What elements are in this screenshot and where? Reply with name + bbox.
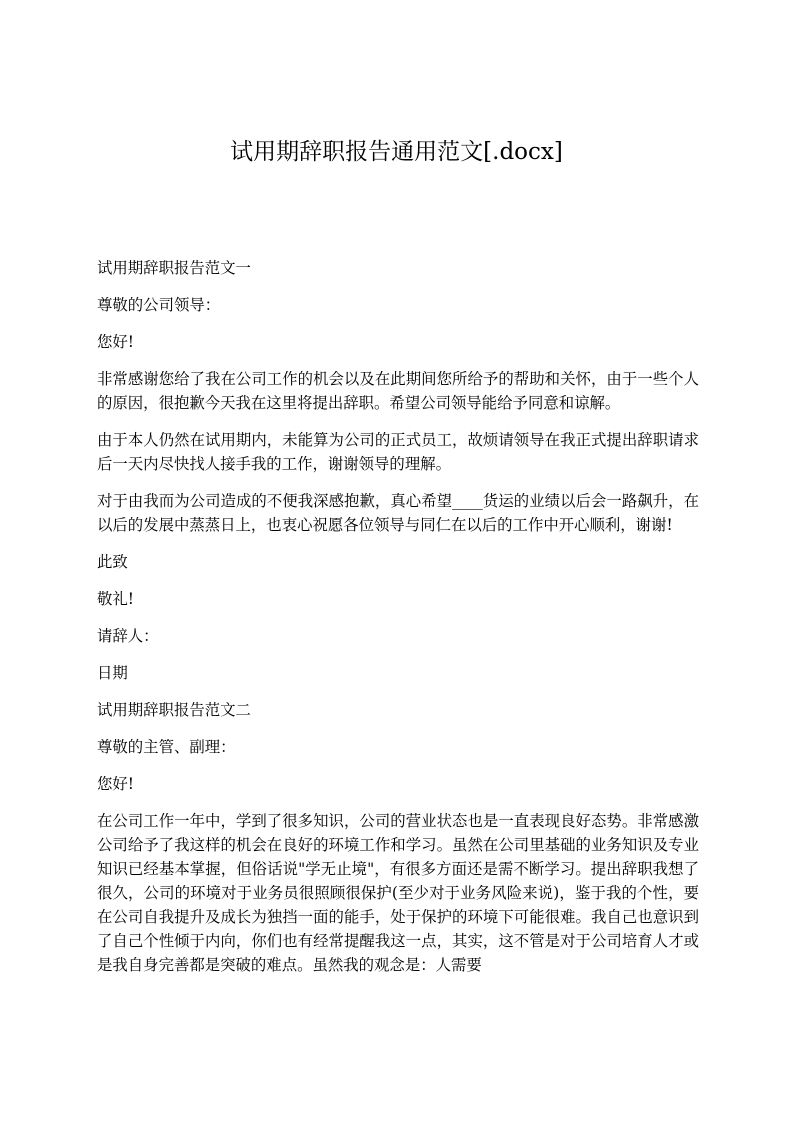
body-paragraph: 由于本人仍然在试用期内，未能算为公司的正式员工，故烦请领导在我正式提出辞职请求后一天内尽快找人接手我的工作，谢谢领导的理解。 — [97, 431, 699, 473]
salutation: 尊敬的主管、副理： — [97, 738, 236, 756]
closing-line: 此致 — [97, 553, 128, 571]
document-body — [97, 256, 699, 990]
body-paragraph: 对于由我而为公司造成的不便我深感抱歉，真心希望____货运的业绩以后会一路飙升，在以后的发展中蒸蒸日上，也衷心祝愿各位领导与同仁在以后的工作中开心顺利，谢谢! — [97, 492, 699, 534]
section-heading: 试用期辞职报告范文一 — [97, 259, 251, 277]
document-title: 试用期辞职报告通用范文[.docx] — [230, 139, 563, 165]
signature-label: 请辞人： — [97, 627, 159, 645]
salutation: 尊敬的公司领导： — [97, 296, 221, 314]
body-paragraph: 在公司工作一年中，学到了很多知识，公司的营业状态也是一直表现良好态势。非常感激公司给予了我这样的机会在良好的环境工作和学习。虽然在公司里基础的业务知识及专业知识已经基本掌握，但俗话说"学无止境"，有很多方面还是需不断学习。提出辞职我想了很久，公司的环境对于业务员很照顾很保护(至少对于业务风险来说)，鉴于我的个性，要在公司自我提升及成长为独挡一面的能手，处于保护的环境下可能很难。我自己也意识到了自己个性倾于内向，你们也有经常提醒我这一点，其实，这不管是对于公司培育人才或是我自身完善都是突破的难点。虽然我的观念是：人需要 — [97, 812, 699, 974]
date-label: 日期 — [97, 664, 128, 682]
greeting: 您好! — [97, 775, 134, 793]
greeting: 您好! — [97, 333, 134, 351]
body-paragraph: 非常感谢您给了我在公司工作的机会以及在此期间您所给予的帮助和关怀，由于一些个人的原因，很抱歉今天我在这里将提出辞职。希望公司领导能给予同意和谅解。 — [97, 370, 699, 412]
closing-regards: 敬礼! — [97, 590, 134, 608]
section-heading: 试用期辞职报告范文二 — [97, 701, 251, 719]
